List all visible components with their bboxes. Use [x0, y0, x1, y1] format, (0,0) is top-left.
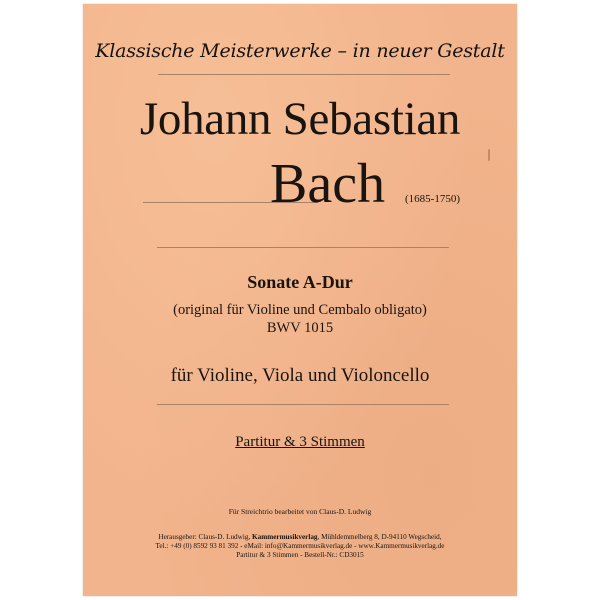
imprint-line-2: Tel.: +49 (0) 8592 93 81 392 - eMail: info@Kammermusikverlag.de - www.Kammermusikverlag.de — [155, 542, 445, 550]
imprint-line-1 — [83, 533, 517, 542]
work-title: Sonate A-Dur — [247, 272, 353, 292]
edition-type: Partitur & 3 Stimmen — [235, 434, 365, 450]
composer-dates: (1685-1750) — [405, 193, 460, 205]
publisher-imprint — [83, 533, 517, 560]
catalog-number: BWV 1015 — [266, 320, 334, 336]
publisher-name: Kammermusikverlag — [252, 533, 318, 541]
paper-smudge — [488, 149, 490, 161]
instrumentation: für Violine, Viola und Violoncello — [170, 365, 430, 386]
composer-surname: Bach — [270, 153, 386, 215]
divider-rule — [158, 74, 450, 75]
sheet-music-cover — [83, 4, 517, 596]
original-scoring: (original für Violine und Cembalo obligato) — [173, 302, 427, 318]
divider-rule — [157, 247, 449, 248]
publisher-address: , Mühldemmelberg 8, D-94110 Wegscheid, — [317, 533, 442, 541]
series-title: Klassische Meisterwerke – in neuer Gestalt — [95, 40, 505, 62]
divider-rule — [157, 404, 449, 405]
imprint-editor: Herausgeber: Claus-D. Ludwig, — [158, 533, 253, 541]
composer-first-names: Johann Sebastian — [139, 93, 461, 145]
imprint-line-3: Partitur & 3 Stimmen - Bestell-Nr.: CD3015 — [236, 551, 364, 559]
arranger-note: Für Streichtrio bearbeitet von Claus-D. Ludwig — [228, 507, 372, 516]
